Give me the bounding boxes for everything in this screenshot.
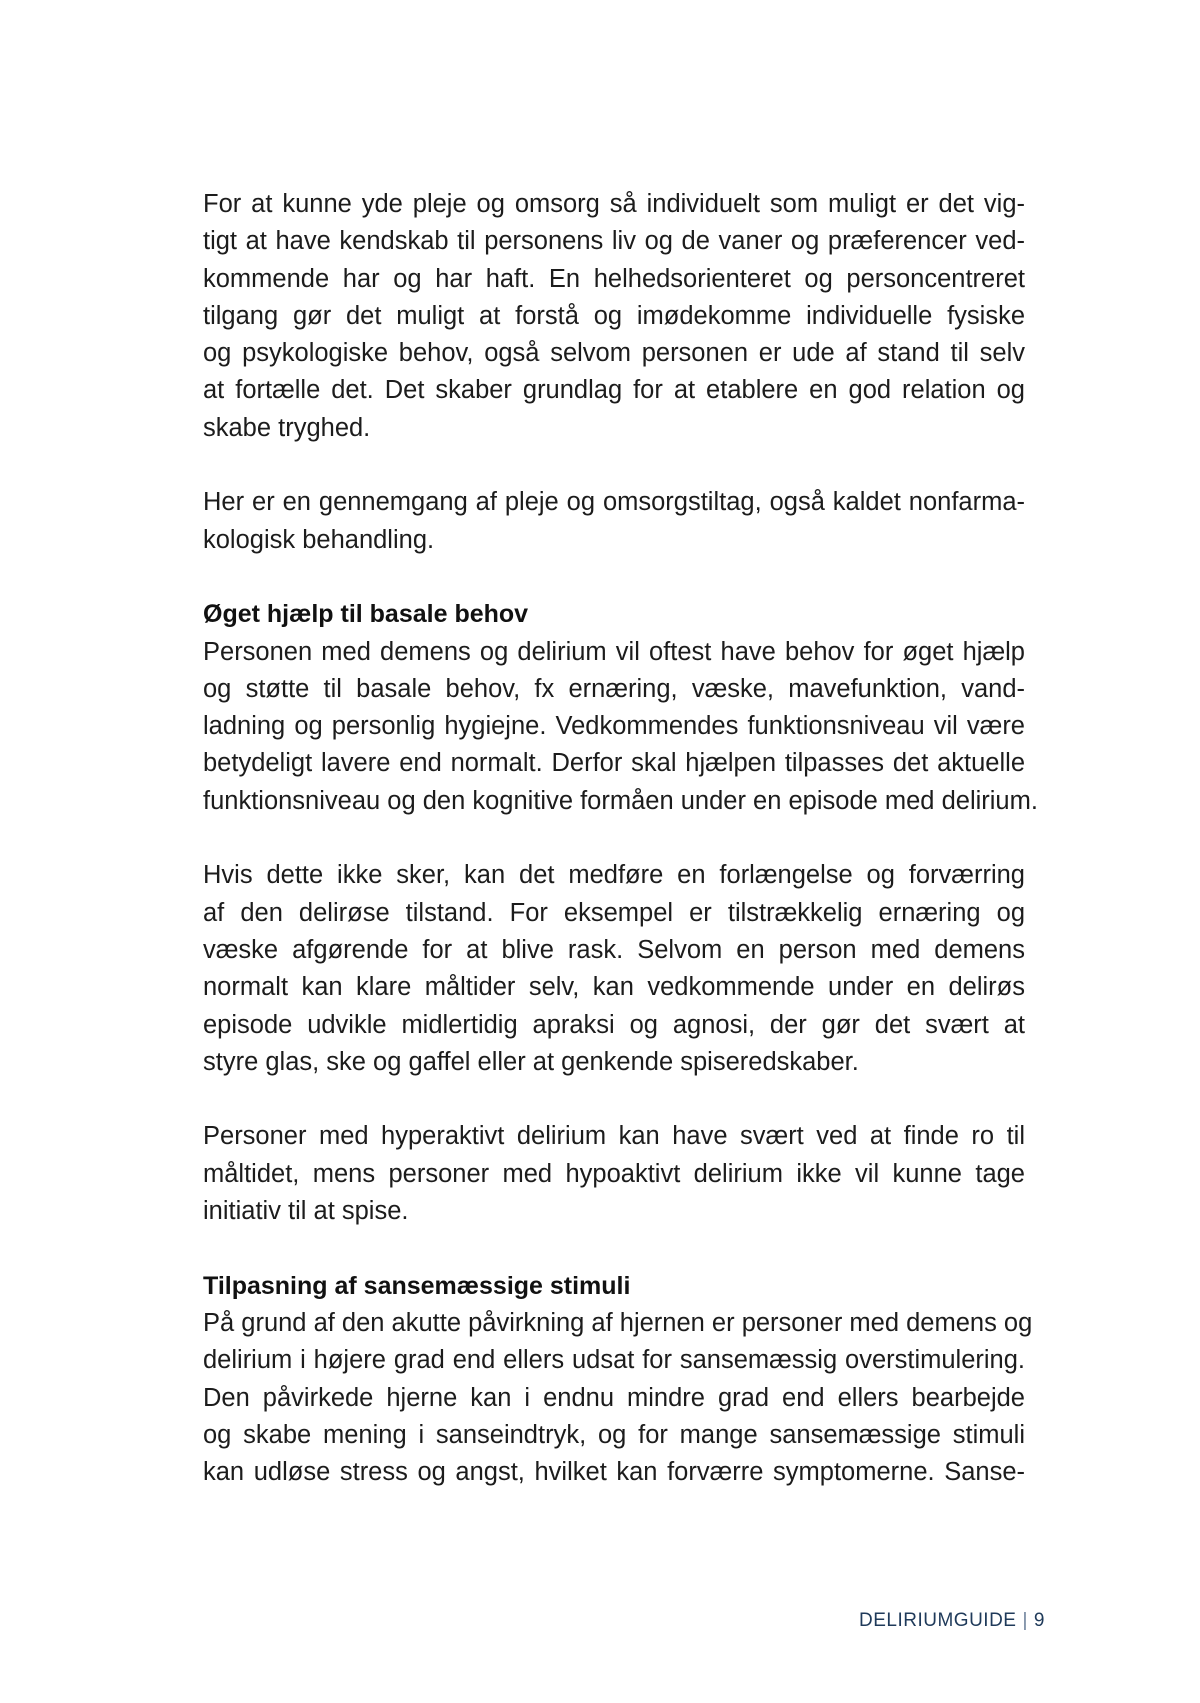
text-line: Her er en gennemgang af pleje og omsorgstiltag, også kaldet nonfarma- bbox=[203, 488, 1025, 517]
text-line: skabe tryghed. bbox=[203, 413, 371, 442]
text-line: På grund af den akutte påvirkning af hjernen er personer med demens og bbox=[203, 1308, 1033, 1337]
text-line: Personer med hyperaktivt delirium kan have svært ved at finde ro til bbox=[203, 1122, 1025, 1151]
text-line: af den delirøse tilstand. For eksempel er tilstrækkelig ernæring og bbox=[203, 898, 1025, 927]
text-line: tigt at have kendskab til personens liv og de vaner og præferencer ved- bbox=[203, 227, 1025, 256]
text-line: episode udvikle midlertidig apraksi og agnosi, der gør det svært at bbox=[203, 1010, 1025, 1039]
text-line: Personen med demens og delirium vil oftest have behov for øget hjælp bbox=[203, 637, 1025, 666]
paragraph-spacer bbox=[203, 447, 1025, 484]
text-line: betydeligt lavere end normalt. Derfor skal hjælpen tilpasses det aktuelle bbox=[203, 749, 1025, 778]
text-line: funktionsniveau og den kognitive formåen under en episode med delirium. bbox=[203, 786, 1038, 815]
text-line: normalt kan klare måltider selv, kan vedkommende under en delirøs bbox=[203, 973, 1025, 1002]
text-line: For at kunne yde pleje og omsorg så individuelt som muligt er det vig- bbox=[203, 190, 1025, 218]
footer-title: DELIRIUMGUIDE bbox=[859, 1610, 1017, 1631]
text-line: initiativ til at spise. bbox=[203, 1197, 409, 1226]
text-line: væske afgørende for at blive rask. Selvom en person med demens bbox=[203, 935, 1025, 964]
text-line: delirium i højere grad end ellers udsat for sansemæssig overstimulering. bbox=[203, 1346, 1025, 1375]
text-line: kologisk behandling. bbox=[203, 525, 435, 554]
text-line: Den påvirkede hjerne kan i endnu mindre grad end ellers bearbejde bbox=[203, 1383, 1025, 1412]
paragraph-intro bbox=[203, 186, 1025, 447]
text-line: Hvis dette ikke sker, kan det medføre en forlængelse og forværring bbox=[203, 861, 1025, 890]
paragraph-hyperactive bbox=[203, 1118, 1025, 1230]
text-line: kommende har og har haft. En helhedsorienteret og personcentreret bbox=[203, 264, 1025, 293]
text-line: styre glas, ske og gaffel eller at genkende spiseredskaber. bbox=[203, 1047, 859, 1076]
section-heading-basic-needs: Øget hjælp til basale behov bbox=[203, 600, 529, 629]
paragraph-spacer bbox=[203, 1230, 1025, 1267]
text-line: og skabe mening i sanseindtryk, og for mange sansemæssige stimuli bbox=[203, 1420, 1025, 1449]
paragraph-spacer bbox=[203, 559, 1025, 596]
text-line: ladning og personlig hygiejne. Vedkommendes funktionsniveau vil være bbox=[203, 712, 1025, 741]
page-content bbox=[203, 186, 1038, 1491]
section-heading-sensory-stimuli: Tilpasning af sansemæssige stimuli bbox=[203, 1271, 631, 1300]
page-footer bbox=[859, 1610, 1045, 1632]
text-line: kan udløse stress og angst, hvilket kan forværre symptomerne. Sanse- bbox=[203, 1458, 1025, 1487]
page-number: 9 bbox=[1033, 1610, 1045, 1631]
paragraph-spacer bbox=[203, 820, 1025, 857]
paragraph-consequences bbox=[203, 857, 1025, 1081]
text-line: at fortælle det. Det skaber grundlag for at etablere en god relation og bbox=[203, 376, 1025, 405]
paragraph-overview bbox=[203, 484, 1025, 559]
paragraph-basic-needs bbox=[203, 634, 1038, 820]
text-line: og psykologiske behov, også selvom personen er ude af stand til selv bbox=[203, 339, 1025, 368]
footer-separator: | bbox=[1022, 1610, 1028, 1631]
text-line: tilgang gør det muligt at forstå og imødekomme individuelle fysiske bbox=[203, 301, 1025, 330]
paragraph-sensory bbox=[203, 1305, 1033, 1491]
paragraph-spacer bbox=[203, 1081, 1025, 1118]
text-line: og støtte til basale behov, fx ernæring, væske, mavefunktion, vand- bbox=[203, 674, 1025, 703]
text-line: måltidet, mens personer med hypoaktivt delirium ikke vil kunne tage bbox=[203, 1159, 1025, 1188]
